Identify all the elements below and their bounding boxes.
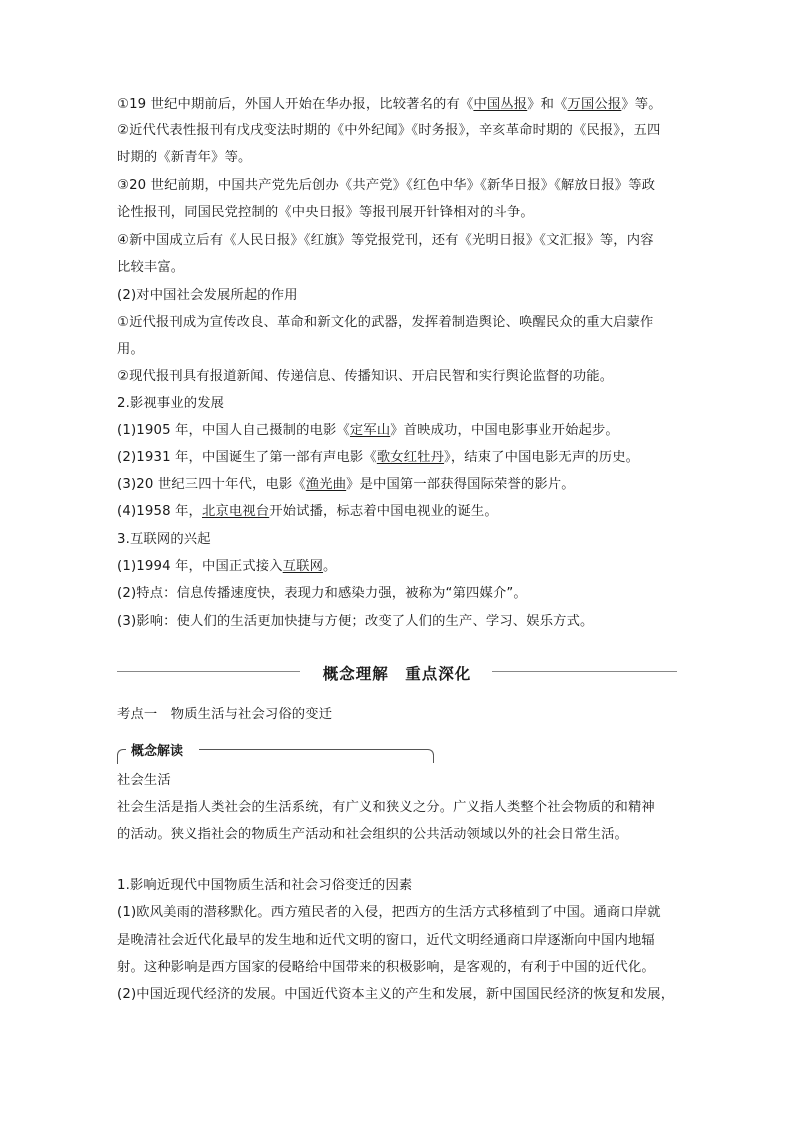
text-line: 2.影视事业的发展: [117, 396, 225, 411]
text-span: (1)1994 年，中国正式接入: [117, 559, 283, 574]
text-line: ①近代报刊成为宣传改良、革命和新文化的武器，发挥着制造舆论、唤醒民众的重大启蒙作: [117, 315, 654, 330]
text-span: (4)1958 年，: [117, 504, 202, 519]
text-line: ③20 世纪前期，中国共产党先后创办《共产党》《红色中华》《新华日报》《解放日报》等政: [117, 178, 656, 193]
text-span: 》是中国第一部获得国际荣誉的影片。: [346, 477, 575, 492]
text-line: ②近代代表性报刊有戊戌变法时期的《中外纪闻》《时务报》，辛亥革命时期的《民报》，五四: [117, 123, 661, 138]
underlined-term: 中国丛报: [473, 97, 528, 112]
text-span: (1)1905 年，中国人自己摄制的电影《: [117, 423, 350, 438]
text-span: (3)20 世纪三四十年代，电影《: [117, 477, 306, 492]
box-rule: [199, 749, 434, 763]
text-line: 用。: [117, 342, 144, 357]
underlined-term: 歌女红牡丹: [376, 450, 445, 465]
underlined-term: 北京电视台: [202, 504, 270, 519]
text-line: (3)影响：使人们的生活更加快捷与方便；改变了人们的生产、学习、娱乐方式。: [117, 614, 594, 629]
text-line: [117, 558, 682, 576]
text-line: 的活动。狭义指社会的物质生产活动和社会组织的公共活动领域以外的社会日常生活。: [117, 827, 628, 842]
concept-label: 概念解读: [131, 744, 184, 759]
text-line: 比较丰富。: [117, 260, 185, 275]
text-span: 。: [323, 559, 337, 574]
underlined-term: 定军山: [349, 423, 391, 438]
text-span: 》等。: [621, 97, 662, 112]
text-line: 1.影响近现代中国物质生活和社会习俗变迁的因素: [117, 878, 413, 893]
text-line: 论性报刊，同国民党控制的《中央日报》等报刊展开针锋相对的斗争。: [117, 205, 534, 220]
text-line: (2)特点：信息传播速度快，表现力和感染力强，被称为“第四媒介”。: [117, 586, 527, 601]
text-line: [117, 422, 682, 440]
text-line: 3.互联网的兴起: [117, 532, 211, 547]
text-span: 》，结束了中国电影无声的历史。: [444, 450, 640, 465]
underlined-term: 互联网: [282, 559, 324, 574]
text-line: [117, 96, 682, 114]
text-line: 时期的《新青年》等。: [117, 150, 252, 165]
text-line: ④新中国成立后有《人民日报》《红旗》等党报党刊，还有《光明日报》《文汇报》等，内容: [117, 233, 654, 248]
concept-box-header: [117, 740, 434, 764]
text-span: 开始试播，标志着中国电视业的诞生。: [269, 504, 498, 519]
kaodian-heading: 考点一 物质生活与社会习俗的变迁: [117, 707, 333, 722]
text-span: (2)1931 年，中国诞生了第一部有声电影《: [117, 450, 377, 465]
text-line: 社会生活是指人类社会的生活系统，有广义和狭义之分。广义指人类整个社会物质的和精神: [117, 800, 655, 815]
text-span: 》和《: [527, 97, 568, 112]
text-line: ②现代报刊具有报道新闻、传递信息、传播知识、开启民智和实行舆论监督的功能。: [117, 369, 614, 384]
text-line: (2)对中国社会发展所起的作用: [117, 288, 298, 303]
text-line: 射。这种影响是西方国家的侵略给中国带来的积极影响，是客观的，有利于中国的近代化。: [117, 960, 655, 975]
section-title: 概念理解 重点深化: [322, 665, 472, 683]
text-span: ①19 世纪中期前后，外国人开始在华办报，比较著名的有《: [117, 97, 474, 112]
box-corner: [117, 749, 126, 764]
text-line: (2)中国近现代经济的发展。中国近代资本主义的产生和发展，新中国国民经济的恢复和发展，: [117, 987, 675, 1002]
underlined-term: 万国公报: [567, 97, 622, 112]
text-line: [117, 503, 682, 521]
underlined-term: 渔光曲: [305, 477, 347, 492]
text-span: 》首映成功，中国电影事业开始起步。: [390, 423, 619, 438]
divider: [492, 671, 677, 672]
text-line: 是晚清社会近代化最早的发生地和近代文明的窗口，近代文明经通商口岸逐渐向中国内地辐: [117, 933, 655, 948]
term-title: 社会生活: [117, 773, 171, 788]
text-line: [117, 476, 682, 494]
text-line: (1)欧风美雨的潜移默化。西方殖民者的入侵，把西方的生活方式移植到了中国。通商口岸就: [117, 905, 661, 920]
section-header: [117, 660, 677, 684]
text-line: [117, 449, 682, 467]
